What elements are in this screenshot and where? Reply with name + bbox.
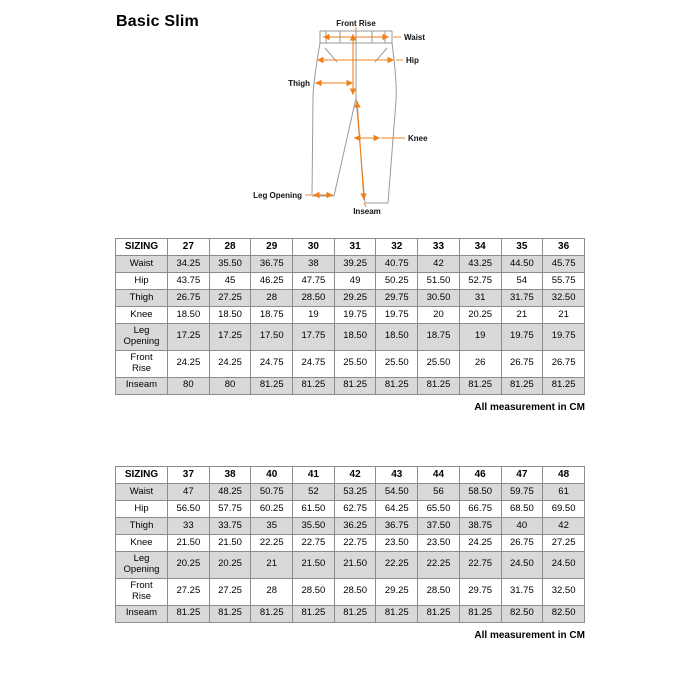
measurement-value-cell: 64.25 (376, 501, 418, 518)
pants-measurement-diagram (253, 16, 453, 230)
measurement-value-cell: 80 (209, 377, 251, 394)
measurement-value-cell: 81.25 (459, 605, 501, 622)
measurement-value-cell: 21.50 (209, 535, 251, 552)
measurement-value-cell: 21 (501, 307, 543, 324)
measurement-value-cell: 81.25 (334, 377, 376, 394)
sizing-header-cell: SIZING (116, 467, 168, 484)
measurement-value-cell: 51.50 (418, 273, 460, 290)
measurement-value-cell: 40 (501, 518, 543, 535)
size-column-header: 27 (168, 239, 210, 256)
measurement-value-cell: 19.75 (334, 307, 376, 324)
measurement-row (116, 484, 585, 501)
measurement-value-cell: 33 (168, 518, 210, 535)
size-column-header: 28 (209, 239, 251, 256)
measurement-value-cell: 20.25 (459, 307, 501, 324)
measurement-value-cell: 18.50 (209, 307, 251, 324)
measurement-value-cell: 22.25 (376, 552, 418, 579)
measurement-row-label: Front Rise (116, 578, 168, 605)
measurement-value-cell: 28 (251, 578, 293, 605)
measurement-row (116, 256, 585, 273)
measurement-value-cell: 50.75 (251, 484, 293, 501)
measurement-value-cell: 29.25 (376, 578, 418, 605)
measurement-value-cell: 25.50 (334, 350, 376, 377)
measurement-value-cell: 27.25 (168, 578, 210, 605)
measurement-value-cell: 18.50 (168, 307, 210, 324)
page-title: Basic Slim (116, 13, 199, 30)
measurement-value-cell: 81.25 (168, 605, 210, 622)
measurement-value-cell: 17.75 (293, 324, 335, 351)
measurement-value-cell: 24.75 (251, 350, 293, 377)
front-rise-label: Front Rise (336, 19, 376, 28)
measurement-note: All measurement in CM (474, 629, 585, 641)
measurement-value-cell: 56 (418, 484, 460, 501)
measurement-value-cell: 24.75 (293, 350, 335, 377)
size-column-header: 47 (501, 467, 543, 484)
measurement-value-cell: 62.75 (334, 501, 376, 518)
measurement-value-cell: 48.25 (209, 484, 251, 501)
size-column-header: 38 (209, 467, 251, 484)
measurement-value-cell: 23.50 (376, 535, 418, 552)
measurement-value-cell: 22.75 (334, 535, 376, 552)
measurement-value-cell: 29.75 (376, 290, 418, 307)
measurement-row-label: Leg Opening (116, 552, 168, 579)
measurement-value-cell: 38 (293, 256, 335, 273)
measurement-value-cell: 81.25 (543, 377, 585, 394)
knee-label: Knee (408, 134, 428, 143)
measurement-value-cell: 55.75 (543, 273, 585, 290)
size-column-header: 44 (418, 467, 460, 484)
measurement-value-cell: 26.75 (168, 290, 210, 307)
measurement-value-cell: 81.25 (418, 605, 460, 622)
measurement-row (116, 273, 585, 290)
measurement-value-cell: 82.50 (543, 605, 585, 622)
measurement-value-cell: 21.50 (334, 552, 376, 579)
measurement-value-cell: 35.50 (209, 256, 251, 273)
measurement-value-cell: 24.25 (168, 350, 210, 377)
measurement-row-label: Hip (116, 501, 168, 518)
measurement-value-cell: 27.25 (209, 290, 251, 307)
measurement-value-cell: 27.25 (543, 535, 585, 552)
pants-diagram-svg (253, 16, 453, 230)
measurement-value-cell: 44.50 (501, 256, 543, 273)
measurement-value-cell: 40.75 (376, 256, 418, 273)
measurement-row-label: Inseam (116, 605, 168, 622)
measurement-row (116, 307, 585, 324)
measurement-value-cell: 24.50 (501, 552, 543, 579)
measurement-value-cell: 66.75 (459, 501, 501, 518)
size-column-header: 36 (543, 239, 585, 256)
measurement-value-cell: 31.75 (501, 290, 543, 307)
measurement-value-cell: 29.25 (334, 290, 376, 307)
measurement-value-cell: 32.50 (543, 290, 585, 307)
measurement-value-cell: 52 (293, 484, 335, 501)
measurement-value-cell: 19.75 (543, 324, 585, 351)
measurement-value-cell: 21.50 (168, 535, 210, 552)
measurement-value-cell: 21 (251, 552, 293, 579)
size-column-header: 31 (334, 239, 376, 256)
inseam-arrow (357, 101, 364, 200)
measurement-row (116, 535, 585, 552)
measurement-value-cell: 49 (334, 273, 376, 290)
measurement-value-cell: 31 (459, 290, 501, 307)
measurement-row (116, 578, 585, 605)
measurement-value-cell: 82.50 (501, 605, 543, 622)
size-column-header: 48 (543, 467, 585, 484)
measurement-value-cell: 39.25 (334, 256, 376, 273)
measurement-value-cell: 35.50 (293, 518, 335, 535)
measurement-value-cell: 35 (251, 518, 293, 535)
leg-opening-label: Leg Opening (253, 191, 302, 200)
measurement-value-cell: 34.25 (168, 256, 210, 273)
measurement-row-label: Thigh (116, 518, 168, 535)
measurement-value-cell: 57.75 (209, 501, 251, 518)
measurement-value-cell: 54 (501, 273, 543, 290)
measurement-value-cell: 17.25 (168, 324, 210, 351)
measurement-value-cell: 36.25 (334, 518, 376, 535)
measurement-value-cell: 81.25 (209, 605, 251, 622)
measurement-row (116, 518, 585, 535)
measurement-row-label: Front Rise (116, 350, 168, 377)
measurement-row (116, 501, 585, 518)
measurement-row-label: Inseam (116, 377, 168, 394)
measurement-value-cell: 18.75 (251, 307, 293, 324)
measurement-value-cell: 65.50 (418, 501, 460, 518)
size-table-37-48 (115, 466, 585, 623)
measurement-value-cell: 28 (251, 290, 293, 307)
measurement-value-cell: 80 (168, 377, 210, 394)
measurement-value-cell: 20.25 (209, 552, 251, 579)
measurement-value-cell: 36.75 (251, 256, 293, 273)
measurement-value-cell: 46.25 (251, 273, 293, 290)
measurement-value-cell: 47 (168, 484, 210, 501)
measurement-value-cell: 28.50 (293, 290, 335, 307)
measurement-value-cell: 26.75 (543, 350, 585, 377)
measurement-row (116, 552, 585, 579)
measurement-row-label: Hip (116, 273, 168, 290)
measurement-value-cell: 17.50 (251, 324, 293, 351)
measurement-row (116, 605, 585, 622)
measurement-value-cell: 28.50 (418, 578, 460, 605)
measurement-value-cell: 24.25 (459, 535, 501, 552)
thigh-label: Thigh (288, 79, 310, 88)
measurement-value-cell: 26.75 (501, 535, 543, 552)
hip-label: Hip (406, 56, 419, 65)
measurement-value-cell: 42 (543, 518, 585, 535)
size-table-header-row (116, 239, 585, 256)
measurement-value-cell: 54.50 (376, 484, 418, 501)
measurement-value-cell: 81.25 (251, 605, 293, 622)
measurement-value-cell: 23.50 (418, 535, 460, 552)
measurement-value-cell: 19 (459, 324, 501, 351)
size-column-header: 34 (459, 239, 501, 256)
size-table-block-1 (115, 238, 585, 413)
measurement-value-cell: 18.50 (376, 324, 418, 351)
measurement-value-cell: 45 (209, 273, 251, 290)
size-column-header: 35 (501, 239, 543, 256)
measurement-value-cell: 18.75 (418, 324, 460, 351)
measurement-value-cell: 20 (418, 307, 460, 324)
measurement-value-cell: 17.25 (209, 324, 251, 351)
measurement-value-cell: 28.50 (334, 578, 376, 605)
size-column-header: 33 (418, 239, 460, 256)
size-column-header: 32 (376, 239, 418, 256)
measurement-value-cell: 52.75 (459, 273, 501, 290)
measurement-value-cell: 81.25 (418, 377, 460, 394)
measurement-value-cell: 81.25 (459, 377, 501, 394)
measurement-value-cell: 81.25 (376, 377, 418, 394)
measurement-note: All measurement in CM (474, 401, 585, 413)
size-column-header: 29 (251, 239, 293, 256)
measurement-value-cell: 22.25 (418, 552, 460, 579)
measurement-value-cell: 50.25 (376, 273, 418, 290)
measurement-value-cell: 81.25 (293, 605, 335, 622)
measurement-row-label: Knee (116, 307, 168, 324)
measurement-value-cell: 81.25 (376, 605, 418, 622)
measurement-value-cell: 33.75 (209, 518, 251, 535)
measurement-row (116, 350, 585, 377)
measurement-value-cell: 22.75 (459, 552, 501, 579)
measurement-value-cell: 25.50 (376, 350, 418, 377)
measurement-value-cell: 22.75 (293, 535, 335, 552)
measurement-value-cell: 24.50 (543, 552, 585, 579)
measurement-value-cell: 38.75 (459, 518, 501, 535)
measurement-value-cell: 81.25 (293, 377, 335, 394)
size-column-header: 40 (251, 467, 293, 484)
measurement-value-cell: 18.50 (334, 324, 376, 351)
measurement-value-cell: 42 (418, 256, 460, 273)
measurement-value-cell: 37.50 (418, 518, 460, 535)
pants-outline (312, 31, 396, 203)
measurement-value-cell: 30.50 (418, 290, 460, 307)
measurement-value-cell: 61.50 (293, 501, 335, 518)
measurement-value-cell: 36.75 (376, 518, 418, 535)
measurement-row-label: Knee (116, 535, 168, 552)
measurement-row (116, 290, 585, 307)
measurement-value-cell: 19.75 (376, 307, 418, 324)
measurement-value-cell: 21.50 (293, 552, 335, 579)
measurement-value-cell: 19.75 (501, 324, 543, 351)
measurement-value-cell: 47.75 (293, 273, 335, 290)
measurement-row-label: Thigh (116, 290, 168, 307)
size-table-header-row (116, 467, 585, 484)
measurement-value-cell: 19 (293, 307, 335, 324)
measurement-row (116, 324, 585, 351)
measurement-value-cell: 21 (543, 307, 585, 324)
measurement-value-cell: 53.25 (334, 484, 376, 501)
size-table-27-36 (115, 238, 585, 395)
size-column-header: 42 (334, 467, 376, 484)
measurement-value-cell: 81.25 (334, 605, 376, 622)
size-table-block-2 (115, 466, 585, 641)
size-column-header: 41 (293, 467, 335, 484)
measurement-value-cell: 68.50 (501, 501, 543, 518)
size-column-header: 46 (459, 467, 501, 484)
measurement-value-cell: 43.75 (168, 273, 210, 290)
measurement-value-cell: 28.50 (293, 578, 335, 605)
measurement-value-cell: 81.25 (251, 377, 293, 394)
measurement-value-cell: 60.25 (251, 501, 293, 518)
sizing-header-cell: SIZING (116, 239, 168, 256)
measurement-value-cell: 58.50 (459, 484, 501, 501)
measurement-value-cell: 26.75 (501, 350, 543, 377)
measurement-value-cell: 22.25 (251, 535, 293, 552)
measurement-value-cell: 81.25 (501, 377, 543, 394)
measurement-value-cell: 45.75 (543, 256, 585, 273)
measurement-row-label: Leg Opening (116, 324, 168, 351)
size-column-header: 37 (168, 467, 210, 484)
measurement-value-cell: 31.75 (501, 578, 543, 605)
measurement-value-cell: 26 (459, 350, 501, 377)
measurement-value-cell: 29.75 (459, 578, 501, 605)
measurement-value-cell: 27.25 (209, 578, 251, 605)
waist-label: Waist (404, 33, 426, 42)
measurement-value-cell: 25.50 (418, 350, 460, 377)
size-column-header: 30 (293, 239, 335, 256)
measurement-value-cell: 32.50 (543, 578, 585, 605)
measurement-row-label: Waist (116, 484, 168, 501)
measurement-value-cell: 56.50 (168, 501, 210, 518)
measurement-value-cell: 20.25 (168, 552, 210, 579)
measurement-row-label: Waist (116, 256, 168, 273)
inseam-label: Inseam (353, 207, 381, 216)
measurement-value-cell: 69.50 (543, 501, 585, 518)
measurement-value-cell: 61 (543, 484, 585, 501)
measurement-value-cell: 43.25 (459, 256, 501, 273)
size-column-header: 43 (376, 467, 418, 484)
measurement-value-cell: 24.25 (209, 350, 251, 377)
measurement-row (116, 377, 585, 394)
measurement-value-cell: 59.75 (501, 484, 543, 501)
